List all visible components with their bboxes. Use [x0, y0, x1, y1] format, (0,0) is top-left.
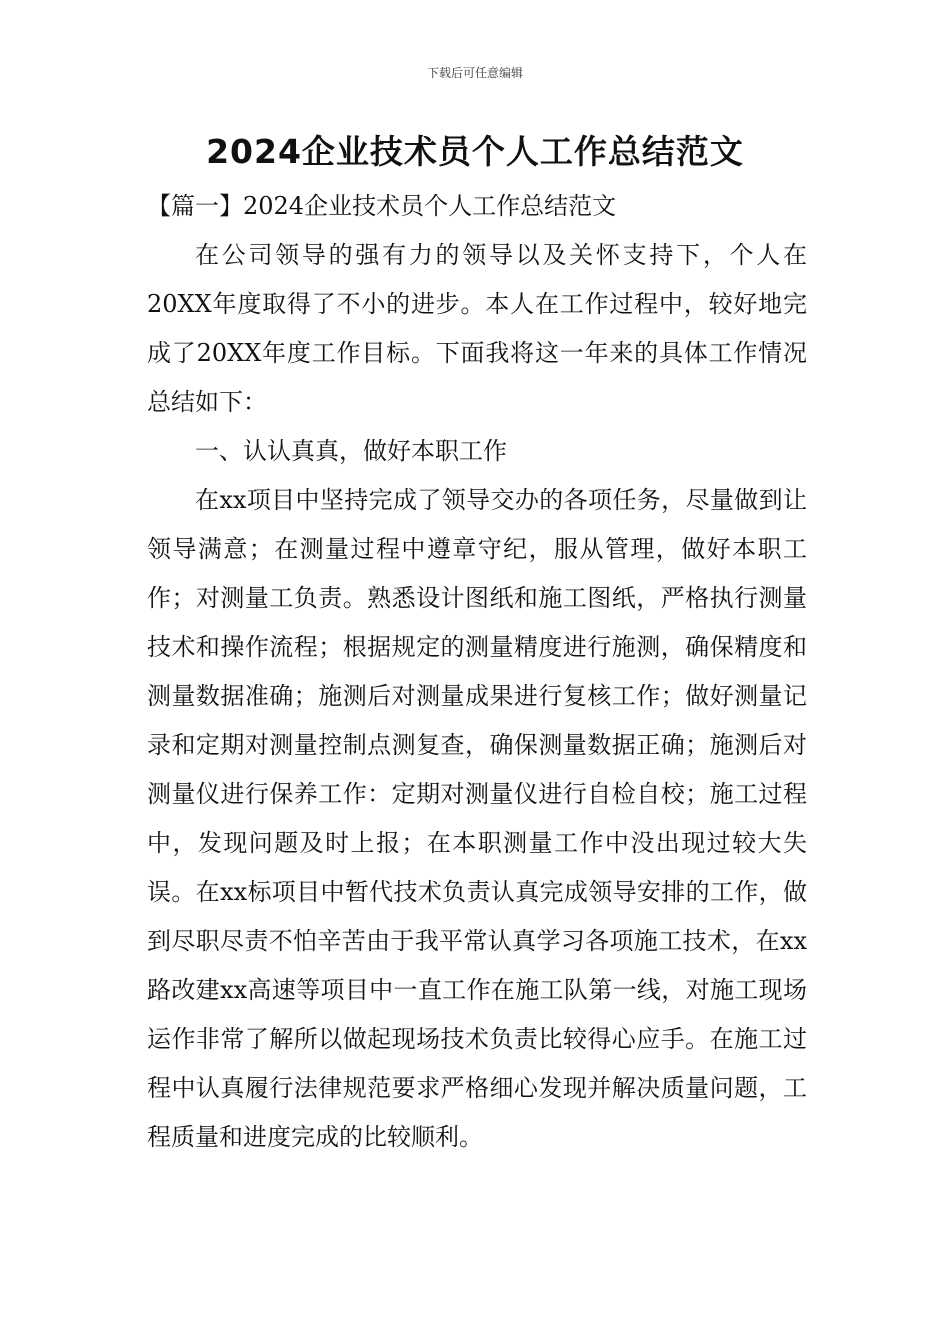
- paragraph-work-detail: 在xx项目中坚持完成了领导交办的各项任务，尽量做到让领导满意；在测量过程中遵章守纪，服从管理，做好本职工作；对测量工负责。熟悉设计图纸和施工图纸，严格执行测量技术和操作流程；根据规定的测量精度进行施测，确保精度和测量数据准确；施测后对测量成果进行复核工作；做好测量记录和定期对测量控制点测复查，确保测量数据正确；施测后对测量仪进行保养工作：定期对测量仪进行自检自校；施工过程中，发现问题及时上报；在本职测量工作中没出现过较大失误。在xx标项目中暂代技术负责认真完成领导安排的工作，做到尽职尽责不怕辛苦由于我平常认真学习各项施工技术，在xx路改建xx高速等项目中一直工作在施工队第一线，对施工现场运作非常了解所以做起现场技术负责比较得心应手。在施工过程中认真履行法律规范要求严格细心发现并解决质量问题，工程质量和进度完成的比较顺利。: [147, 486, 807, 1151]
- section-title: 【篇一】2024企业技术员个人工作总结范文: [147, 192, 617, 220]
- paragraph-intro: 在公司领导的强有力的领导以及关怀支持下，个人在20XX年度取得了不小的进步。本人在工作过程中，较好地完成了20XX年度工作目标。下面我将这一年来的具体工作情况总结如下：: [147, 241, 807, 416]
- document-body: [147, 182, 807, 1162]
- document-title: 2024企业技术员个人工作总结范文: [206, 132, 744, 171]
- paragraph-heading-1: 一、认认真真，做好本职工作: [195, 437, 507, 465]
- header-note: 下载后可任意编辑: [426, 66, 523, 80]
